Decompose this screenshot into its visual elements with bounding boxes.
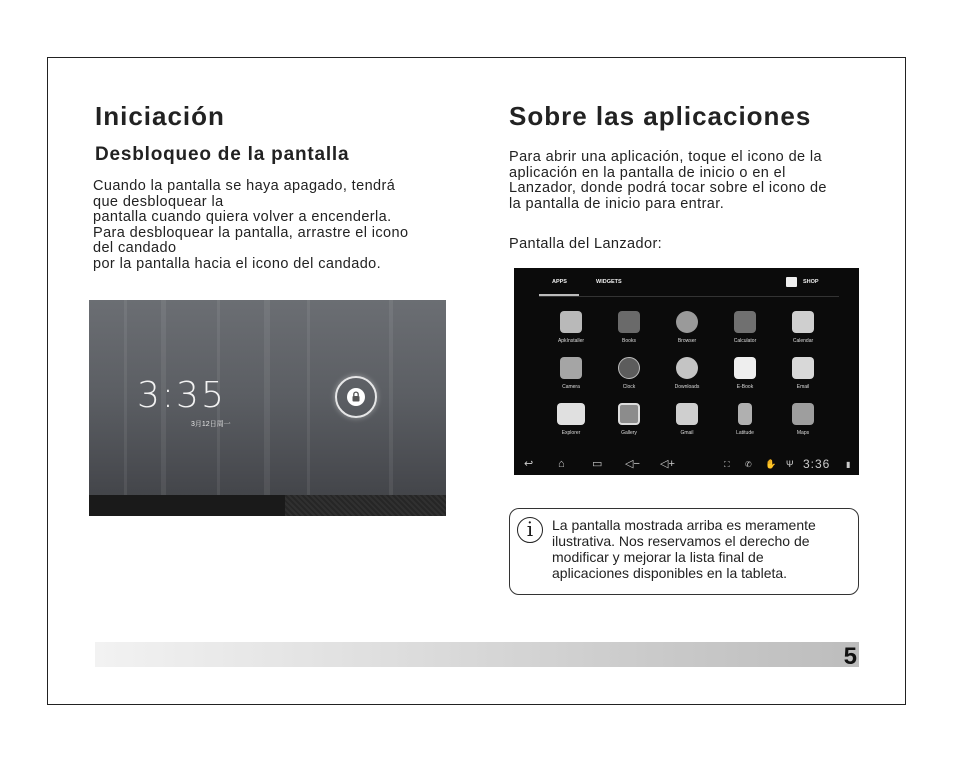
download-icon xyxy=(676,357,698,379)
padlock-icon xyxy=(347,388,365,406)
gallery-icon xyxy=(618,403,640,425)
app-latitude[interactable]: Latitude xyxy=(720,403,770,436)
text-line: pantalla cuando quiera volver a encenderla. xyxy=(93,209,392,225)
shop-label[interactable]: SHOP xyxy=(803,279,819,285)
shop-bag-icon[interactable] xyxy=(786,277,797,287)
footer-bar xyxy=(95,642,859,670)
tab-apps[interactable]: APPS xyxy=(552,279,567,285)
tabs-divider xyxy=(539,296,839,297)
text-line: ilustrativa. Nos reservamos el derecho de xyxy=(552,533,810,549)
disclaimer-text xyxy=(552,517,852,581)
launcher-caption: Pantalla del Lanzador: xyxy=(509,236,663,252)
app-apkinstaller[interactable]: ApkInstaller xyxy=(546,311,596,344)
latitude-icon xyxy=(738,403,752,425)
app-downloads[interactable]: Downloads xyxy=(662,357,712,390)
background-streak xyxy=(389,300,393,495)
text-line: que desbloquear la xyxy=(93,193,224,210)
disclaimer-box xyxy=(509,508,859,595)
background-streak xyxy=(307,300,310,495)
lockscreen-date: 3月12日周一 xyxy=(191,421,231,428)
app-calendar[interactable]: Calendar xyxy=(778,311,828,344)
app-books[interactable]: Books xyxy=(604,311,654,344)
app-clock[interactable]: Clock xyxy=(604,357,654,390)
phone-icon: ✆ xyxy=(745,460,752,469)
battery-icon: ▮ xyxy=(846,460,851,469)
home-icon[interactable]: ⌂ xyxy=(558,458,565,470)
calendar-icon xyxy=(792,311,814,333)
text-line: por la pantalla hacia el icono del candado. xyxy=(93,255,382,272)
subsection-title-desbloqueo: Desbloqueo de la pantalla xyxy=(95,144,350,165)
volume-up-icon[interactable]: ◁+ xyxy=(660,458,675,470)
back-icon[interactable]: ↩ xyxy=(524,458,534,470)
text-line: Lanzador, donde podrá tocar sobre el icono de xyxy=(509,180,827,196)
calculator-icon xyxy=(734,311,756,333)
app-ebook[interactable]: E-Book xyxy=(720,357,770,390)
text-line: La pantalla mostrada arriba es meramente xyxy=(552,517,816,533)
page-number: 5 xyxy=(843,643,857,670)
camera-icon xyxy=(560,357,582,379)
apkinstaller-icon xyxy=(560,311,582,333)
launcher-tabs xyxy=(514,268,859,298)
system-navigation-bar xyxy=(514,454,859,475)
section-title-iniciacion: Iniciación xyxy=(95,101,225,131)
app-explorer[interactable]: Explorer xyxy=(546,403,596,436)
books-icon xyxy=(618,311,640,333)
app-email[interactable]: Email xyxy=(778,357,828,390)
gmail-icon xyxy=(676,403,698,425)
text-line: la pantalla de inicio para entrar. xyxy=(509,195,725,212)
section-title-aplicaciones: Sobre las aplicaciones xyxy=(509,101,812,131)
unlock-handle[interactable] xyxy=(335,376,377,418)
text-line: Cuando la pantalla se haya apagado, tendrá xyxy=(93,178,396,194)
map-icon xyxy=(792,403,814,425)
envelope-icon xyxy=(792,357,814,379)
lockscreen-bottom-bar xyxy=(89,495,446,516)
tab-widgets[interactable]: WIDGETS xyxy=(596,279,622,285)
ebook-icon xyxy=(734,357,756,379)
background-streak xyxy=(264,300,270,495)
status-clock: 3:36 xyxy=(803,457,831,471)
clock-icon xyxy=(618,357,640,379)
folder-icon xyxy=(557,403,585,425)
text-line: Para desbloquear la pantalla, arrastre el icono xyxy=(93,224,409,241)
background-streak xyxy=(124,300,127,495)
text-line: del candado xyxy=(93,240,177,256)
app-gallery[interactable]: Gallery xyxy=(604,403,654,436)
app-gmail[interactable]: Gmail xyxy=(662,403,712,436)
info-icon: i xyxy=(517,517,543,543)
usb-debug-icon: ✋ xyxy=(765,459,777,469)
lockscreen-clock: 3:35 xyxy=(137,375,226,416)
app-browser[interactable]: Browser xyxy=(662,311,712,344)
text-line: aplicaciones disponibles en la tableta. xyxy=(552,565,788,581)
text-line: Para abrir una aplicación, toque el icono de la xyxy=(509,149,823,165)
launcher-screenshot xyxy=(514,268,859,475)
app-calculator[interactable]: Calculator xyxy=(720,311,770,344)
app-maps[interactable]: Maps xyxy=(778,403,828,436)
apps-instructions xyxy=(509,150,869,212)
text-line: aplicación en la pantalla de inicio o en el xyxy=(509,164,786,181)
unlock-instructions xyxy=(93,179,453,272)
text-line: modificar y mejorar la lista final de xyxy=(552,549,764,565)
screenshot-icon: ⛶ xyxy=(724,460,730,469)
recent-apps-icon[interactable]: ▭ xyxy=(592,458,603,470)
globe-icon xyxy=(676,311,698,333)
lockscreen-screenshot xyxy=(89,300,446,516)
volume-down-icon[interactable]: ◁− xyxy=(625,458,640,470)
app-camera[interactable]: Camera xyxy=(546,357,596,390)
usb-icon: Ψ xyxy=(786,459,794,469)
